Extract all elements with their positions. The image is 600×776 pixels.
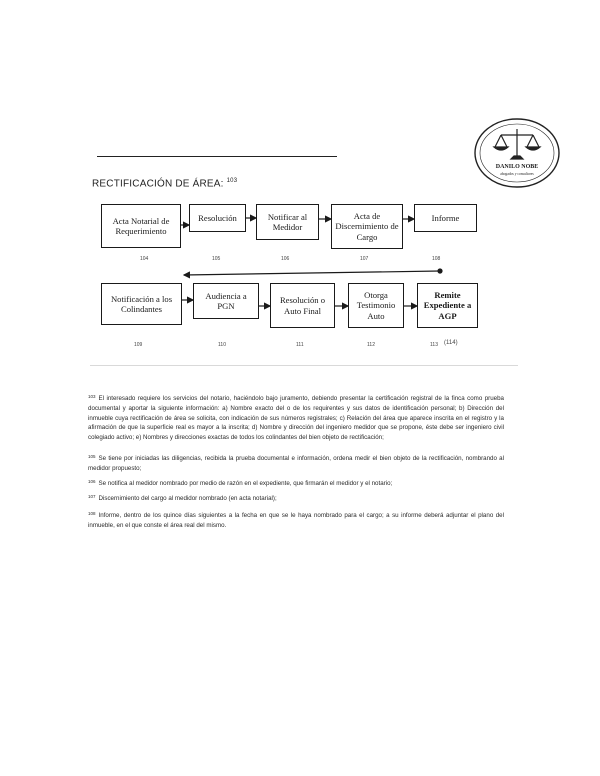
flow-step-num: 105: [212, 256, 221, 262]
flow-trailing-ref: (114): [444, 340, 458, 346]
flow-step-acta-notarial: Acta Notarial de Requerimiento: [101, 204, 181, 248]
footnote-105: $^{105}$ Se tiene por iniciadas las diligencias, recibida la prueba documental e información, ordena medir el bien objeto de la rectificación, nombrando al medidor propuesto;: [88, 454, 504, 472]
law-firm-seal: [473, 117, 561, 189]
arrow-return: [184, 271, 440, 275]
flow-step-remite-expediente: Remite Expediente a AGP: [417, 283, 478, 328]
section-heading: [92, 178, 237, 189]
section-title: RECTIFICACIÓN DE ÁREA:: [92, 178, 224, 190]
flow-step-audiencia-pgn: Audiencia a PGN: [193, 283, 259, 319]
flow-step-resolucion-final: Resolución o Auto Final: [270, 283, 335, 328]
seal-bottom-text: abogados y consultores: [500, 172, 534, 176]
flow-step-acta-discernimiento: Acta de Discernimiento de Cargo: [331, 204, 403, 249]
flow-step-informe: Informe: [414, 204, 477, 232]
flow-step-notificar-medidor: Notificar al Medidor: [256, 204, 319, 240]
footnote-separator: [90, 365, 518, 366]
footnote-106: $^{106}$ Se notifica al medidor nombrado por medio de razón en el expediente, que firmarán el medidor y el notario;: [88, 479, 393, 487]
flow-step-resolucion: Resolución: [189, 204, 246, 232]
section-footnote-ref: 103: [226, 178, 238, 184]
flow-step-num: 110: [218, 342, 226, 348]
seal-top-text: DANILO NOBE: [495, 164, 539, 170]
footnote-107: $^{107}$ Discernimiento del cargo al medidor nombrado (en acta notarial);: [88, 494, 277, 502]
flow-step-num: 108: [432, 256, 441, 262]
header-rule: [97, 156, 337, 157]
flow-step-num: 109: [134, 342, 143, 348]
return-dot: [437, 268, 442, 273]
flow-step-num: 106: [281, 256, 290, 262]
flow-step-num: 112: [367, 342, 375, 348]
flow-step-otorga-testimonio: Otorga Testimonio Auto: [348, 283, 404, 328]
flow-step-num: 113: [430, 342, 438, 348]
flow-step-num: 107: [360, 256, 369, 262]
footnote-103: $^{103}$ El interesado requiere los servicios del notario, haciéndolo bajo juramento, debiendo presentar la certificación registral de la finca como prueba documental y aportar la siguiente información: a) Nombre exacto del o de los requirentes y sus datos de identificación personal; b) Dirección del inmueble cuya rectificación de área se solicita, con indicación de sus números registrales; c) Relación del área que aparece inscrita en el registro y la afirmación de que la superficie real es mayor a la inscrita; d) Nombre y dirección del ingeniero medidor que se propone, éste debe ser ingeniero civil colegiado activo; e) Nombres y direcciones exactas de todos los colindantes del bien objeto de rectificación;: [88, 394, 504, 442]
flow-step-notificacion-colindantes: Notificación a los Colindantes: [101, 283, 182, 325]
flow-step-num: 111: [296, 342, 304, 348]
flow-step-num: 104: [140, 256, 149, 262]
footnote-108: $^{108}$ Informe, dentro de los quince días siguientes a la fecha en que se le haya nombrado para el cargo; a su informe deberá adjuntar el plano del inmueble, en el que conste el área real del mismo.: [88, 511, 504, 529]
